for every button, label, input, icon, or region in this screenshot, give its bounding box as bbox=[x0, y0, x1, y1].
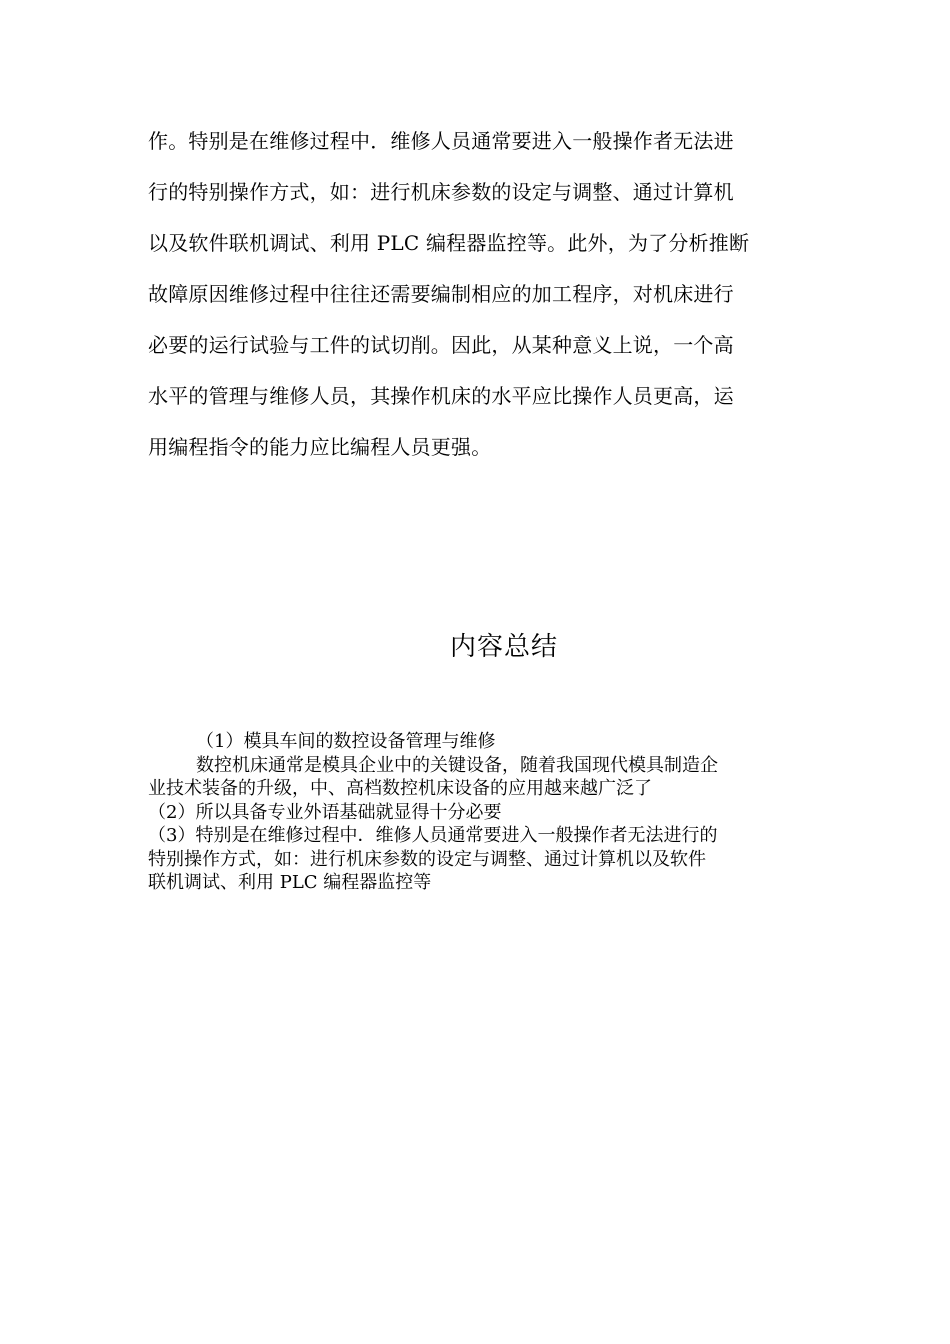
body-line: 故障原因维修过程中往往还需要编制相应的加工程序，对机床进行 bbox=[148, 282, 734, 306]
summary-item-1-text: 数控机床通常是模具企业中的关键设备，随着我国现代模具制造企 bbox=[196, 754, 718, 776]
body-line: 行的特别操作方式，如：进行机床参数的设定与调整、通过计算机 bbox=[148, 180, 734, 204]
body-line: 用编程指令的能力应比编程人员更强。 bbox=[148, 435, 492, 459]
body-line: 作。特别是在维修过程中．维修人员通常要进入一般操作者无法进 bbox=[148, 129, 734, 153]
summary-item-3-cont: 联机调试、利用 PLC 编程器监控等 bbox=[148, 872, 432, 893]
body-line: 水平的管理与维修人员，其操作机床的水平应比操作人员更高，运 bbox=[148, 384, 734, 408]
summary-item-3-cont: 特别操作方式，如：进行机床参数的设定与调整、通过计算机以及软件 bbox=[148, 848, 706, 870]
summary-title: 内容总结 bbox=[449, 632, 558, 662]
summary-item-1-text-cont: 业技术装备的升级，中、高档数控机床设备的应用越来越广泛了 bbox=[148, 778, 652, 799]
body-paragraph bbox=[148, 116, 808, 473]
summary-item-2: （2）所以具备专业外语基础就显得十分必要 bbox=[148, 801, 502, 823]
summary-item-1-heading: （1）模具车间的数控设备管理与维修 bbox=[196, 731, 496, 752]
body-line: 以及软件联机调试、利用 PLC 编程器监控等。此外，为了分析推断 bbox=[148, 231, 750, 255]
summary-item-3: （3）特别是在维修过程中．维修人员通常要进入一般操作者无法进行的 bbox=[148, 825, 718, 846]
body-line: 必要的运行试验与工件的试切削。因此，从某种意义上说，一个高 bbox=[148, 333, 734, 357]
summary-section bbox=[148, 730, 808, 895]
